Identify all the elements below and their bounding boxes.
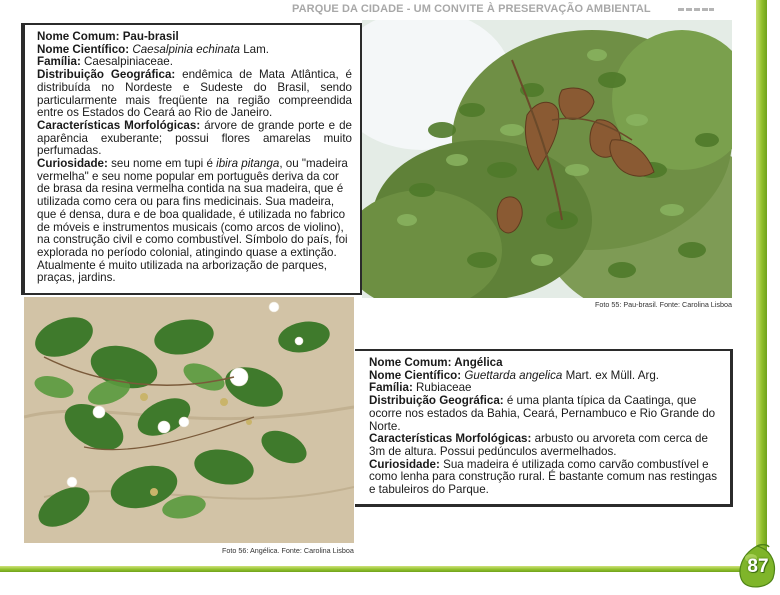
page-header-title: PARQUE DA CIDADE - UM CONVITE À PRESERVAÇÃO AMBIENTAL — [292, 3, 651, 15]
scientific-author: Lam. — [240, 42, 269, 56]
scientific-name-label: Nome Científico: — [37, 42, 130, 56]
morphology-text: árvore de grande porte e de aparência exuberante; possui flores amarelas muito perfumadas. — [37, 118, 352, 158]
distribution-text: é uma planta típica da Caatinga, que ocorre nos estados da Bahia, Ceará, Pernambuco e Rio Grande do Norte. — [369, 394, 716, 433]
curiosity-text: Sua madeira é utilizada como carvão combustível e como lenha para construção rural. É bastante comum nas restingas e tabuleiros do Parque. — [369, 457, 717, 497]
angelica-shrub-illustration — [24, 297, 354, 543]
common-name-label: Nome Comum: — [37, 30, 120, 43]
page-number-badge — [737, 544, 777, 590]
scientific-author: Mart. ex Müll. Arg. — [562, 368, 659, 382]
common-name-value: Pau-brasil — [122, 30, 179, 43]
scientific-name: Guettarda angelica — [464, 368, 563, 382]
common-name-label: Nome Comum: — [369, 356, 452, 369]
family-value: Rubiaceae — [412, 381, 472, 395]
distribution-label: Distribuição Geográfica: — [37, 68, 176, 82]
morphology-label: Características Morfológicas: — [369, 432, 532, 446]
common-name-value: Angélica — [451, 356, 503, 369]
scientific-name-label: Nome Científico: — [369, 368, 462, 382]
morphology-paragraph — [369, 433, 718, 458]
curiosity-text-2: , ou "madeira vermelha" e seu nome popular em português deriva da cor de brasa da resina vermelha contida na sua madeira, que é utilizada como cera ou para fins medicinais. Sua madeira, que é densa, dura e de boa qualidade, é utilizada no fabrico de móveis e instrumentos musicais (como arcos de violino), na construção civil e como combustível. Símbolo do país, foi explorada no período colonial, atingindo quase a extinção. Atualmente é muito utilizada na arborização de parques, praças, jardins. — [37, 157, 348, 285]
morphology-paragraph — [37, 120, 352, 158]
page-number: 87 — [747, 556, 769, 577]
species-card-angelica — [355, 349, 733, 507]
scientific-name: Caesalpinia echinata — [132, 42, 240, 56]
curiosity-text-1: seu nome em tupi é — [107, 157, 217, 171]
morphology-label: Características Morfológicas: — [37, 118, 201, 132]
family-label: Família: — [369, 381, 413, 395]
species-card-pau-brasil — [21, 23, 362, 295]
curiosity-paragraph — [37, 158, 352, 285]
curiosity-label: Curiosidade: — [37, 157, 108, 171]
photo-pau-brasil — [362, 20, 732, 298]
family-label: Família: — [37, 55, 81, 69]
distribution-label: Distribuição Geográfica: — [369, 394, 504, 408]
distribution-text: endêmica de Mata Atlântica, é distribuída no Nordeste e Sudeste do Brasil, sendo particularmente mais freqüente na região compreendida entre os Estados do Ceará ao Rio de Janeiro. — [37, 68, 352, 120]
header-dashes-decoration — [678, 8, 714, 11]
photo-caption-pau-brasil: Foto 55: Pau-brasil. Fonte: Carolina Lisboa — [594, 300, 732, 309]
curiosity-italic-term: ibira pitanga — [216, 157, 280, 171]
green-horizontal-bar — [0, 566, 755, 572]
curiosity-label: Curiosidade: — [369, 457, 440, 471]
green-vertical-bar — [756, 0, 767, 555]
photo-angelica — [24, 297, 354, 543]
morphology-text: arbusto ou arvoreta com cerca de 3m de altura. Possui pedúnculos avermelhados. — [369, 432, 708, 458]
distribution-paragraph — [37, 69, 352, 120]
distribution-paragraph — [369, 395, 718, 433]
photo-caption-angelica: Foto 56: Angélica. Fonte: Carolina Lisboa — [222, 546, 354, 555]
family-value: Caesalpiniaceae. — [80, 55, 173, 69]
curiosity-paragraph — [369, 459, 718, 497]
pau-brasil-foliage-illustration — [362, 20, 732, 298]
